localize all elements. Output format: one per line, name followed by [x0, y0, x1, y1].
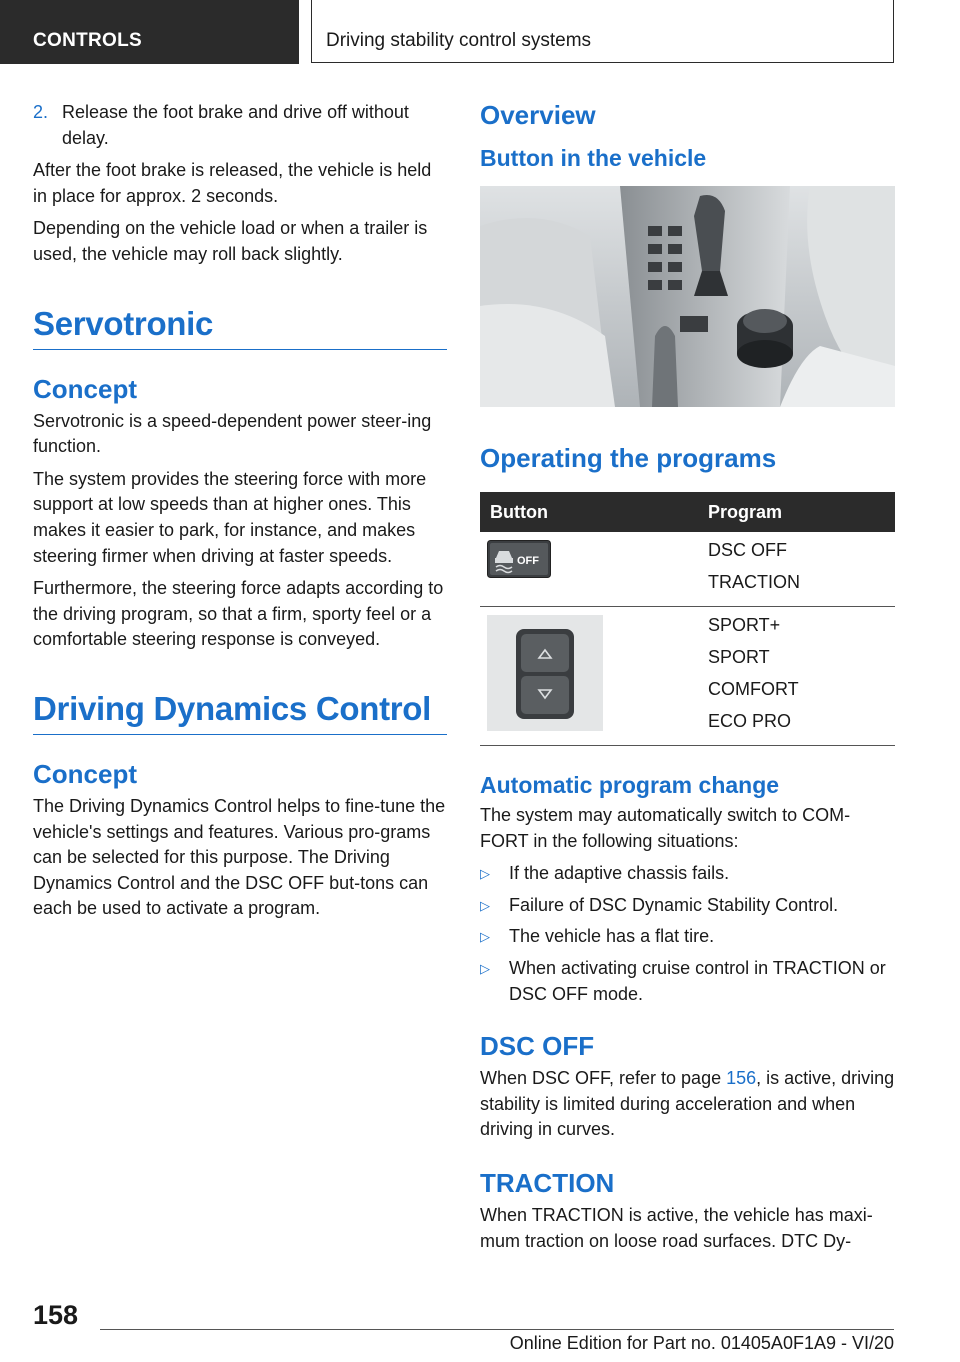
right-column	[480, 100, 895, 1261]
col-header-program: Program	[700, 492, 895, 532]
header-title-box	[311, 0, 894, 63]
heading-button-in-vehicle: Button in the vehicle	[480, 145, 707, 171]
program-name: COMFORT	[708, 679, 799, 699]
paragraph: The system provides the steering force with more support at low speeds than at higher ones. This makes it easier to park, for instance, and makes steering firmer when driving at faster speeds.	[33, 468, 427, 566]
program-name: ECO PRO	[708, 711, 792, 731]
program-cell	[700, 607, 895, 746]
paragraph: Depending on the vehicle load or when a trailer is used, the vehicle may roll back slightly.	[33, 218, 428, 264]
paragraph-dsc-off: When DSC OFF, refer to page 156, is active, driving stability is limited during acceleration and when driving in curves.	[480, 1068, 895, 1140]
step-number: 2.	[33, 102, 49, 122]
header-section-label: CONTROLS	[33, 30, 143, 51]
step-item	[33, 100, 447, 151]
list-item: ▷ When activating cruise control in TRACTION or DSC OFF mode.	[480, 956, 895, 1007]
heading-dsc-off: DSC OFF	[480, 1031, 595, 1062]
table-row	[480, 607, 895, 746]
dsc-off-icon-label: OFF	[517, 555, 539, 567]
heading-operating-programs: Operating the programs	[480, 443, 777, 473]
table-row	[480, 532, 895, 607]
list-item: ▷ Failure of DSC Dynamic Stability Control.	[480, 893, 895, 919]
program-name: DSC OFF	[708, 540, 787, 560]
button-cell	[480, 607, 700, 746]
list-item: ▷ The vehicle has a flat tire.	[480, 924, 895, 950]
subheading-concept: Concept	[33, 758, 137, 789]
section-heading-servotronic: Servotronic	[33, 305, 447, 350]
dsc-off-button-icon	[487, 540, 551, 578]
bullet-list	[480, 861, 895, 1007]
page-link[interactable]: 156	[726, 1068, 757, 1089]
heading-overview: Overview	[480, 100, 596, 130]
paragraph: After the foot brake is released, the vehicle is held in place for approx. 2 seconds.	[33, 160, 432, 206]
header-title: Driving stability control systems	[326, 30, 592, 51]
programs-table	[480, 492, 895, 746]
subheading-concept: Concept	[33, 373, 137, 404]
center-console-image	[480, 186, 895, 407]
heading-traction: TRACTION	[480, 1167, 615, 1198]
paragraph: The Driving Dynamics Control helps to fine-tune the vehicle's settings and features. Various pro-grams can be selected for this purpose. The Driving Dynamics Control and the DSC OFF but-tons can each be used to activate a program.	[33, 795, 446, 919]
list-item: ▷ If the adaptive chassis fails.	[480, 861, 895, 887]
header-section-tab	[0, 0, 299, 64]
paragraph: The system may automatically switch to COM-FORT in the following situations:	[480, 805, 851, 851]
center-console-illustration	[480, 186, 895, 407]
program-name: TRACTION	[708, 572, 800, 592]
bullet-triangle-icon: ▷	[480, 960, 490, 976]
paragraph: When TRACTION is active, the vehicle has maxi-mum traction on loose road surfaces. DTC Dy-	[480, 1204, 873, 1251]
bullet-triangle-icon: ▷	[480, 897, 490, 913]
program-cell	[700, 532, 895, 607]
bullet-triangle-icon: ▷	[480, 866, 490, 882]
paragraph: Servotronic is a speed-dependent power steer-ing function.	[33, 410, 432, 457]
page-number: 158	[33, 1300, 79, 1330]
footer-divider	[100, 1329, 894, 1330]
program-name: SPORT	[708, 647, 770, 667]
paragraph: Furthermore, the steering force adapts according to the driving program, so that a firm, sporty feel or a comfortable steering response is conveyed.	[33, 578, 444, 650]
program-name: SPORT+	[708, 615, 781, 635]
mode-rocker-switch-icon	[487, 615, 603, 731]
col-header-button: Button	[480, 492, 700, 532]
heading-automatic-program-change: Automatic program change	[480, 772, 780, 798]
left-column	[33, 100, 447, 929]
step-text: Release the foot brake and drive off without delay.	[62, 102, 409, 148]
bullet-triangle-icon: ▷	[480, 929, 490, 945]
section-heading-ddc: Driving Dynamics Control	[33, 690, 447, 735]
footer-edition: Online Edition for Part no. 01405A0F1A9 - VI/20	[509, 1333, 894, 1353]
button-cell	[480, 532, 700, 607]
